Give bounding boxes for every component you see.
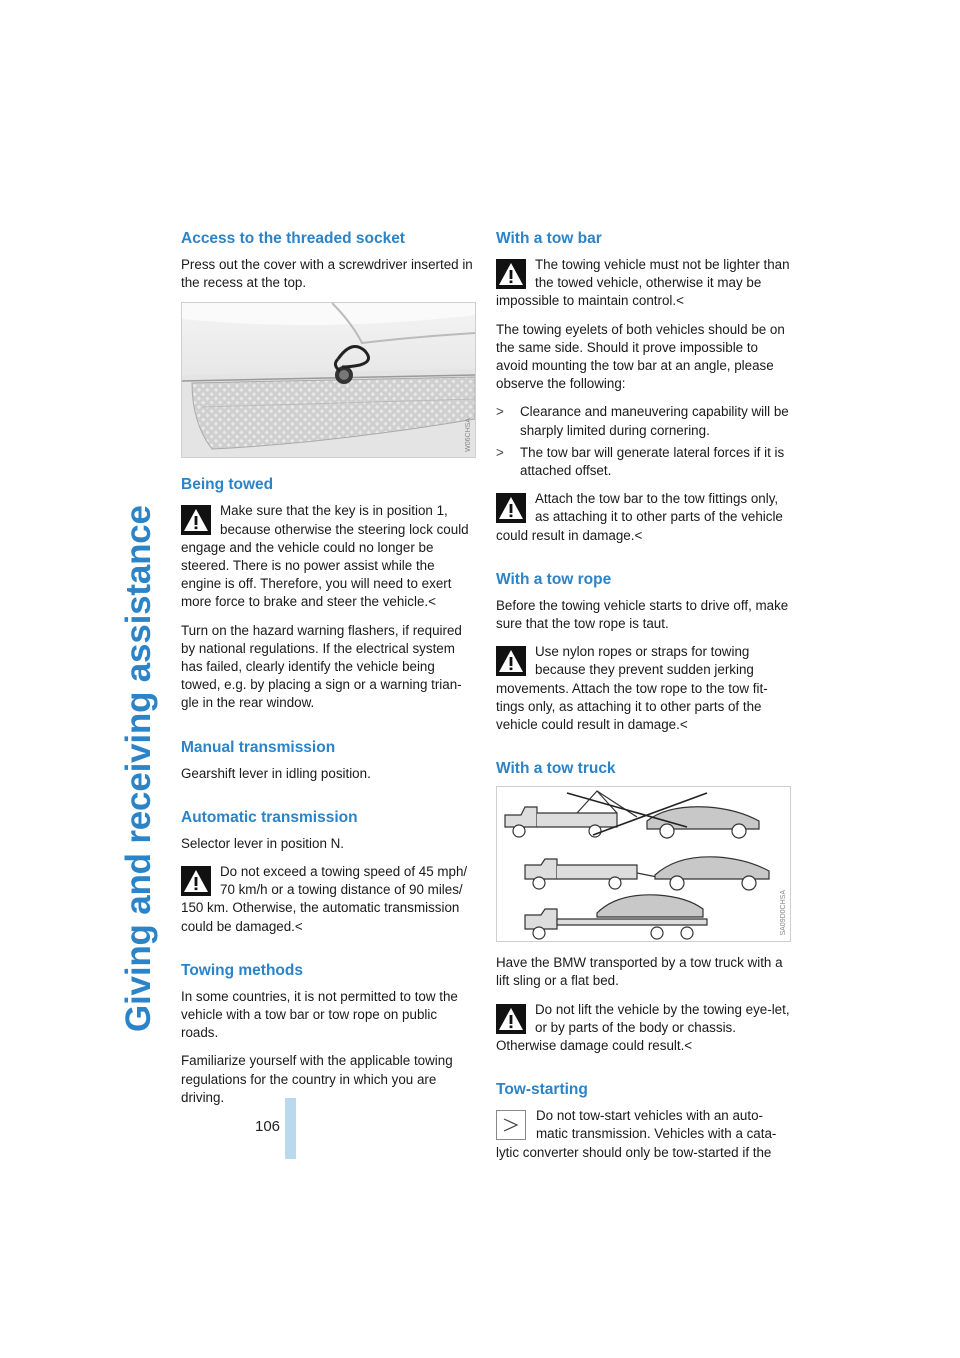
heading-tow-rope: With a tow rope	[496, 570, 612, 588]
heading-automatic: Automatic transmission	[181, 808, 358, 826]
warning-tow-truck: Do not lift the vehicle by the towing eye-let, or by parts of the body or chassis. Otherwise damage could result.<	[496, 1001, 790, 1054]
text-automatic: Selector lever in position N.	[181, 835, 344, 851]
text-manual: Gearshift lever in idling position.	[181, 765, 371, 781]
heading-towing-methods: Towing methods	[181, 961, 303, 979]
warning-automatic: Do not exceed a towing speed of 45 mph/ 70 km/h or a towing distance of 90 miles/ 150 km. Otherwise, the automatic transmission could be damaged.<	[181, 864, 468, 934]
note-icon	[496, 1110, 526, 1140]
warning-icon	[496, 646, 526, 676]
note-tow-starting: Do not tow-start vehicles with an auto-matic transmission. Vehicles with a cata-lytic converter should only be tow-started if the	[496, 1108, 777, 1160]
warning-tow-bar-1: The towing vehicle must not be lighter than the towed vehicle, otherwise it may be impossible to maintain control.<	[496, 257, 790, 309]
heading-tow-bar: With a tow bar	[496, 230, 602, 247]
text-tow-bar: The towing eyelets of both vehicles should be on the same side. Should it prove impossible to avoid mounting the tow bar at an angle, please observe the following:	[496, 321, 785, 392]
page-marker-bar	[285, 1098, 296, 1159]
chapter-title: Giving and receiving assistance	[119, 505, 158, 1032]
warning-icon	[181, 505, 211, 535]
text-tow-truck: Have the BMW transported by a tow truck with a lift sling or a flat bed.	[496, 955, 783, 989]
page-number: 106	[255, 1118, 281, 1135]
tow-truck-figure	[496, 786, 791, 942]
heading-manual: Manual transmission	[181, 738, 336, 756]
figure-code: W06CHSA	[465, 417, 472, 452]
right-column	[496, 228, 790, 1172]
warning-icon	[496, 493, 526, 523]
warning-tow-rope: Use nylon ropes or straps for towing because they prevent sudden jerking movements. Attach the tow rope to the tow fit-tings only, as attaching it to other parts of the vehicle could result in damage.<	[496, 644, 768, 733]
heading-tow-truck: With a tow truck	[496, 760, 616, 778]
threaded-socket-figure	[181, 302, 476, 458]
warning-icon	[496, 259, 526, 289]
heading-threaded-socket: Access to the threaded socket	[181, 230, 405, 247]
figure-code: SA09D0CHSA	[780, 889, 787, 936]
list-item: > Clearance and maneuvering capability will be sharply limited during cornering.	[496, 404, 789, 438]
warning-icon	[181, 866, 211, 896]
warning-icon	[496, 1004, 526, 1034]
warning-tow-bar-2: Attach the tow bar to the tow fittings only, as attaching it to other parts of the vehicle could result in damage.<	[496, 491, 783, 543]
text-towing-methods-2: Familiarize yourself with the applicable towing regulations for the country in which you are driving.	[181, 1053, 453, 1105]
text-towing-methods-1: In some countries, it is not permitted to tow the vehicle with a tow bar or tow rope on public roads.	[181, 988, 458, 1041]
left-column	[181, 228, 476, 1117]
heading-tow-starting: Tow-starting	[496, 1081, 588, 1099]
list-item: > The tow bar will generate lateral forces if it is attached offset.	[496, 444, 785, 479]
text-threaded-socket: Press out the cover with a screwdriver inserted in the recess at the top.	[181, 257, 473, 291]
heading-being-towed: Being towed	[181, 476, 274, 494]
warning-being-towed: Make sure that the key is in position 1, because otherwise the steering lock could engage and the vehicle could no longer be steered. There is no power assist while the engine is off. Therefore, you will need to exert more force to brake and steer the vehicle.<	[181, 503, 469, 610]
tow-bar-list	[496, 403, 790, 480]
text-tow-rope: Before the towing vehicle starts to drive off, make sure that the tow rope is taut.	[496, 597, 789, 632]
text-being-towed: Turn on the hazard warning flashers, if required by national regulations. If the electrical system has failed, clearly identify the vehicle being towed, e.g. by placing a sign or a warning trian-gle in the rear window.	[181, 622, 462, 711]
